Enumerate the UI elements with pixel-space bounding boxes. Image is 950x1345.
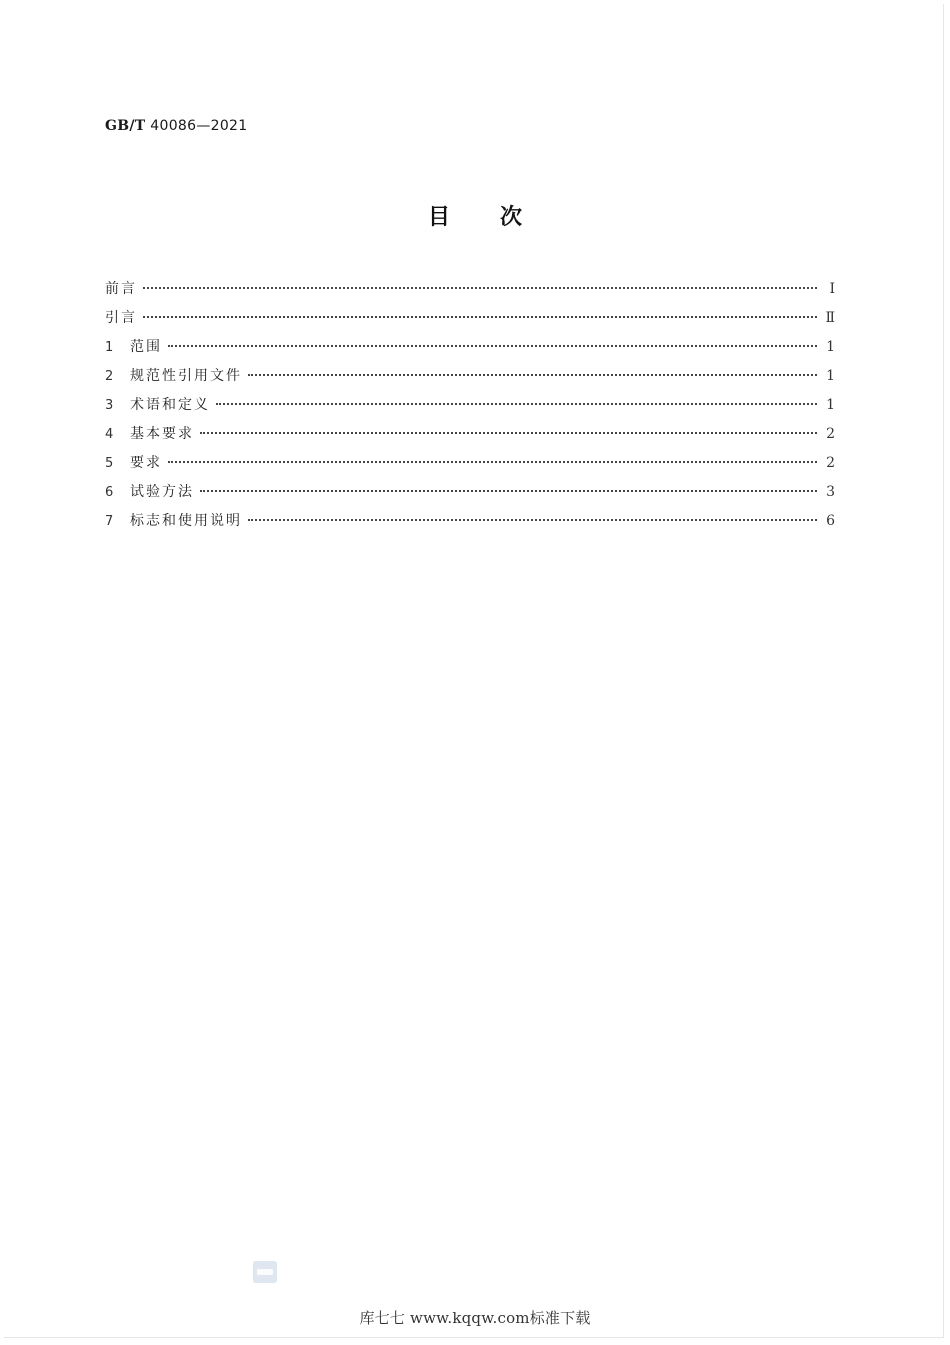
toc-entry-label: 试验方法 [130, 484, 194, 500]
toc-entry-page: 1 [826, 339, 835, 355]
toc-entry-page: 2 [826, 426, 835, 442]
toc-entry-label: 标志和使用说明 [130, 513, 242, 529]
toc-leader-dots [248, 519, 817, 521]
toc-entry-number: 5 [105, 456, 114, 471]
footer-watermark-text: 库七七 www.kqqw.com标准下载 [359, 1309, 591, 1327]
toc-leader-dots [200, 490, 817, 492]
toc-title: 目次 [427, 205, 572, 230]
toc-entry-number: 1 [105, 340, 114, 355]
toc-entry-label: 要求 [130, 455, 162, 471]
toc-entry-terms-definitions[interactable] [105, 393, 835, 422]
standard-code-number: 40086—2021 [150, 118, 248, 134]
toc-entry-number: 6 [105, 485, 114, 500]
toc-entry-basic-requirements[interactable] [105, 422, 835, 451]
toc-entry-marking-instructions[interactable] [105, 509, 835, 538]
toc-leader-dots [143, 287, 817, 289]
toc-entry-label: 规范性引用文件 [130, 368, 242, 384]
toc-leader-dots [168, 461, 817, 463]
toc-entry-requirements[interactable] [105, 451, 835, 480]
toc-entry-page: 3 [826, 484, 835, 500]
toc-entry-page: 2 [826, 455, 835, 471]
toc-entry-page: 1 [826, 397, 835, 413]
toc-entry-number: 4 [105, 427, 114, 442]
toc-leader-dots [200, 432, 817, 434]
toc-leader-dots [248, 374, 817, 376]
toc-entry-page: 6 [826, 513, 835, 529]
toc-entry-number: 7 [105, 514, 114, 529]
sac-logo-shape [253, 1261, 277, 1283]
sac-logo-icon [253, 1261, 277, 1283]
toc-entry-label: 前言 [105, 281, 137, 297]
standard-code-prefix: GB/T [105, 118, 146, 134]
toc-entry-scope[interactable] [105, 335, 835, 364]
toc-entry-introduction[interactable] [105, 306, 835, 335]
toc-entry-label: 基本要求 [130, 426, 194, 442]
toc-entry-test-methods[interactable] [105, 480, 835, 509]
toc-entry-page: 1 [826, 368, 835, 384]
table-of-contents [105, 277, 835, 538]
toc-entry-page: Ⅱ [825, 310, 835, 326]
toc-leader-dots [168, 345, 817, 347]
toc-entry-number: 3 [105, 398, 114, 413]
toc-entry-foreword[interactable] [105, 277, 835, 306]
standard-code [105, 118, 247, 134]
toc-entry-page: Ⅰ [829, 281, 835, 297]
toc-entry-number: 2 [105, 369, 114, 384]
toc-leader-dots [216, 403, 817, 405]
toc-leader-dots [143, 316, 817, 318]
toc-entry-label: 引言 [105, 310, 137, 326]
toc-entry-label: 术语和定义 [130, 397, 210, 413]
toc-entry-normative-references[interactable] [105, 364, 835, 393]
toc-entry-label: 范围 [130, 339, 162, 355]
